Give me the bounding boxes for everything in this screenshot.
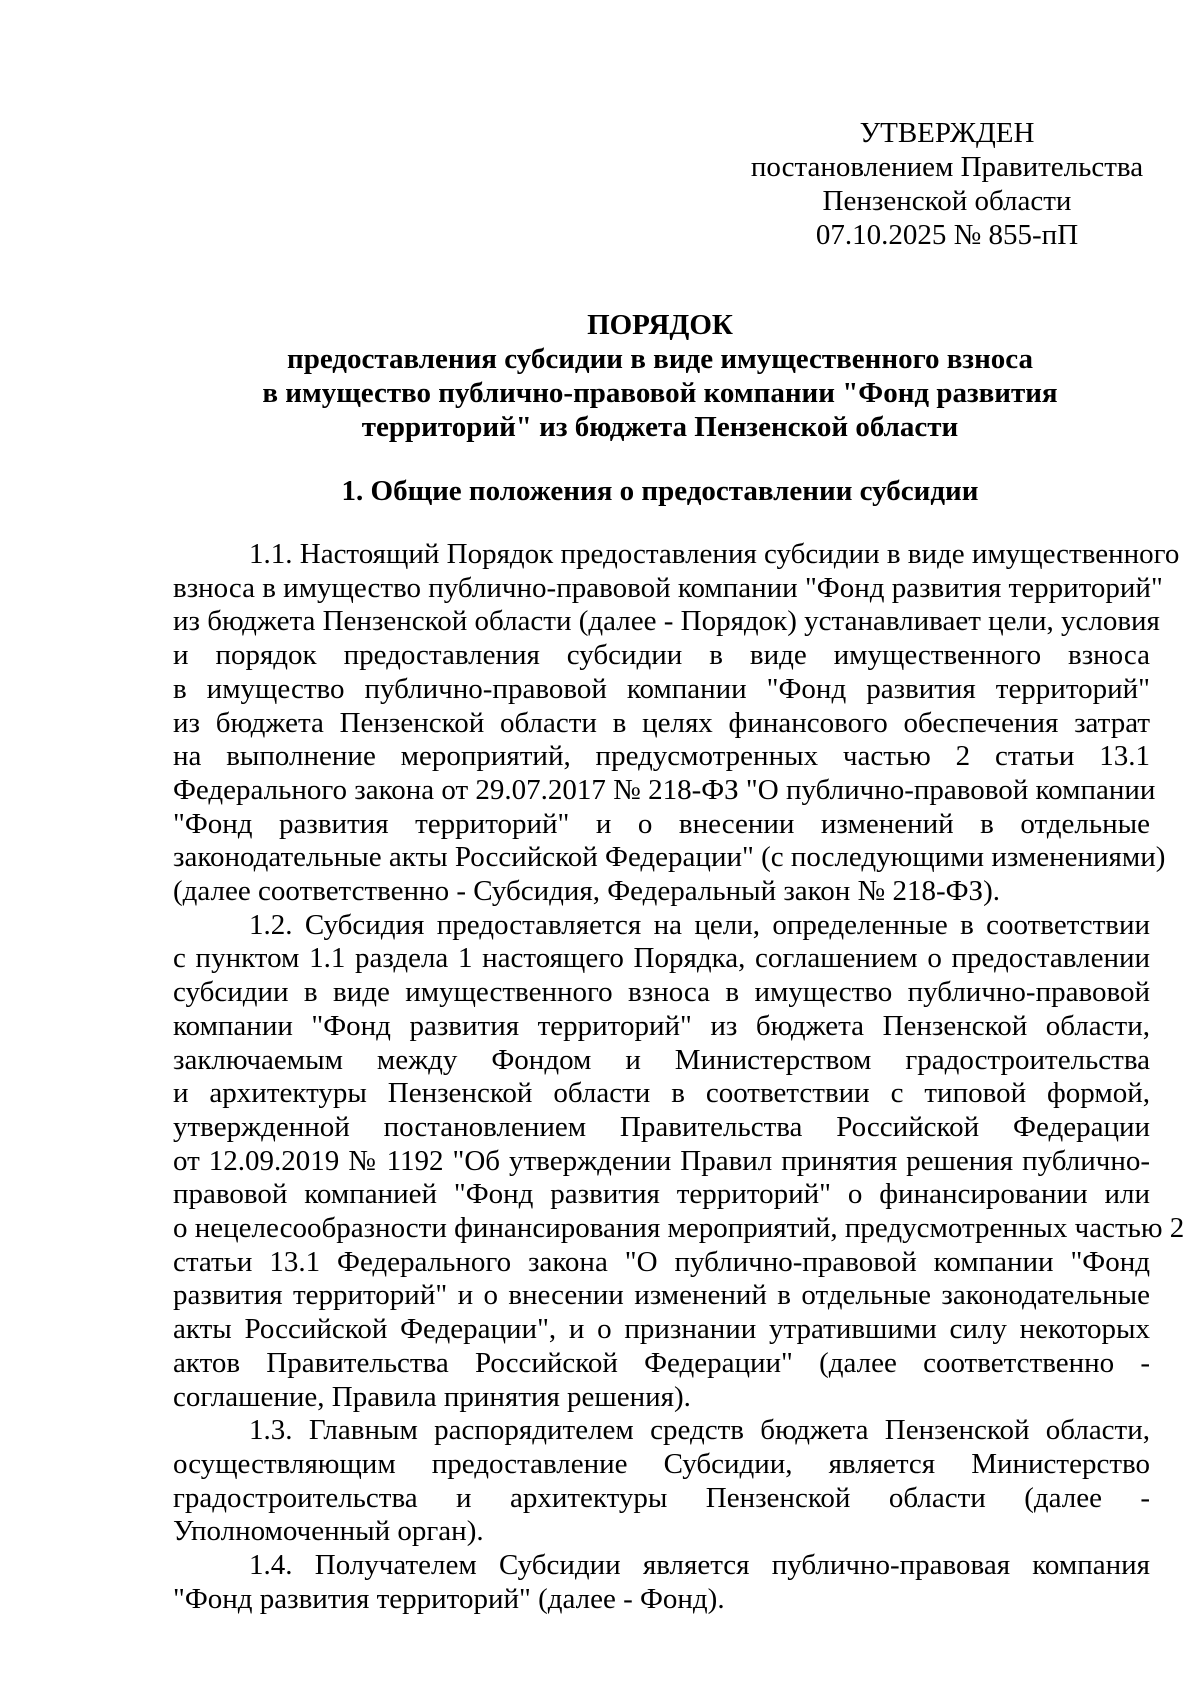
paragraph-line: компании "Фонд развития территорий" из бюджета Пензенской области, [173, 1009, 1150, 1042]
paragraph-line: из бюджета Пензенской области (далее - Порядок) устанавливает цели, условия [173, 605, 1160, 638]
paragraph-line: 1.3. Главным распорядителем средств бюджета Пензенской области, [249, 1414, 1150, 1447]
approval-line: Пензенской области [822, 185, 1072, 217]
paragraph-line: утвержденной постановлением Правительства Российской Федерации [173, 1110, 1150, 1143]
paragraph-line: 1.2. Субсидия предоставляется на цели, определенные в соответствии [249, 908, 1150, 941]
paragraph-line: из бюджета Пензенской области в целях финансового обеспечения затрат [173, 706, 1150, 739]
paragraph-line: на выполнение мероприятий, предусмотренных частью 2 статьи 13.1 [173, 740, 1150, 773]
paragraph-line: "Фонд развития территорий" (далее - Фонд). [173, 1582, 725, 1615]
title-line: ПОРЯДОК [587, 309, 733, 341]
paragraph [173, 1549, 1150, 1616]
paragraph [173, 908, 1185, 1415]
paragraph-line: в имущество публично-правовой компании "Фонд развития территорий" [173, 672, 1150, 705]
paragraph-line: субсидии в виде имущественного взноса в имущество публично-правовой [173, 976, 1150, 1009]
paragraph [173, 1414, 1150, 1549]
paragraph-line: законодательные акты Российской Федерации" (с последующими изменениями) [173, 841, 1166, 874]
paragraph-line: градостроительства и архитектуры Пензенской области (далее - [173, 1481, 1150, 1514]
paragraph-line: от 12.09.2019 № 1192 "Об утверждении Правил принятия решения публично- [173, 1144, 1150, 1177]
approval-line: УТВЕРЖДЕН [859, 117, 1035, 149]
approval-line: постановлением Правительства [750, 151, 1144, 183]
paragraph-line: развития территорий" и о внесении изменений в отдельные законодательные [173, 1279, 1150, 1312]
paragraph-line: 1.4. Получателем Субсидии является публично-правовая компания [249, 1549, 1150, 1582]
document-title [170, 308, 1150, 444]
title-line: территорий" из бюджета Пензенской области [361, 411, 959, 443]
document-body [173, 538, 1185, 1617]
title-line: в имущество публично-правовой компании "Фонд развития [262, 377, 1058, 409]
paragraph-line: актов Правительства Российской Федерации" (далее соответственно - [173, 1346, 1150, 1379]
paragraph-line: о нецелесообразности финансирования мероприятий, предусмотренных частью 2 [173, 1212, 1185, 1245]
approval-line: 07.10.2025 № 855-пП [815, 219, 1079, 251]
paragraph-line: Федерального закона от 29.07.2017 № 218-ФЗ "О публично-правовой компании [173, 773, 1156, 806]
title-line: предоставления субсидии в виде имущественного взноса [286, 343, 1034, 375]
paragraph-line: 1.1. Настоящий Порядок предоставления субсидии в виде имущественного [249, 538, 1180, 570]
paragraph-line: с пунктом 1.1 раздела 1 настоящего Порядка, соглашением о предоставлении [173, 942, 1150, 975]
paragraph-line: правовой компанией "Фонд развития территорий" о финансировании или [173, 1178, 1150, 1211]
paragraph-line: заключаемым между Фондом и Министерством градостроительства [173, 1043, 1150, 1076]
paragraph-line: и порядок предоставления субсидии в виде имущественного взноса [173, 639, 1150, 672]
paragraph-line: акты Российской Федерации", и о признании утратившими силу некоторых [173, 1313, 1150, 1346]
paragraph-line: "Фонд развития территорий" и о внесении изменений в отдельные [173, 807, 1150, 840]
paragraph-line: осуществляющим предоставление Субсидии, является Министерство [173, 1447, 1150, 1480]
paragraph-line: и архитектуры Пензенской области в соответствии с типовой формой, [173, 1077, 1150, 1110]
section-heading: 1. Общие положения о предоставлении субсидии [341, 475, 979, 507]
approval-stamp [747, 116, 1147, 252]
paragraph [173, 538, 1180, 909]
paragraph-line: статьи 13.1 Федерального закона "О публично-правовой компании "Фонд [173, 1245, 1150, 1278]
paragraph-line: соглашение, Правила принятия решения). [173, 1380, 691, 1413]
paragraph-line: взноса в имущество публично-правовой компании "Фонд развития территорий" [173, 571, 1163, 604]
paragraph-line: Уполномоченный орган). [173, 1515, 484, 1548]
paragraph-line: (далее соответственно - Субсидия, Федеральный закон № 218-ФЗ). [173, 875, 1000, 908]
